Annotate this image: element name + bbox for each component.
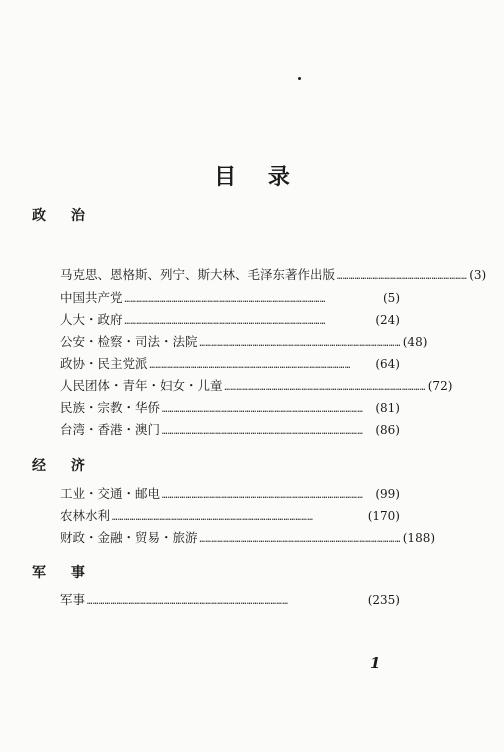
dot-leader: …………………………………………………………………………………………: [87, 597, 289, 607]
toc-entry-page: (72): [427, 379, 453, 393]
dot-leader: …………………………………………………………………………………………: [162, 427, 364, 437]
toc-entry[interactable]: [60, 398, 400, 416]
ink-speck: [298, 77, 301, 80]
toc-entry[interactable]: [60, 332, 428, 350]
toc-entry[interactable]: [60, 288, 400, 306]
toc-entry[interactable]: [60, 310, 400, 328]
toc-entry-label: 中国共产党: [60, 290, 123, 305]
toc-entry[interactable]: [60, 528, 436, 546]
section-heading-politics: 政 治: [32, 208, 95, 224]
toc-entry-page: (81): [375, 401, 400, 415]
section-heading-economy: 经 济: [32, 458, 95, 474]
toc-entry-label: 人民团体・青年・妇女・儿童: [60, 378, 223, 393]
dot-leader: …………………………………………………………………………………………: [162, 491, 364, 501]
dot-leader: …………………………………………………………………………………………: [199, 535, 401, 545]
toc-entry[interactable]: [60, 265, 487, 283]
toc-entry-page: (64): [375, 357, 400, 371]
page-number: 1: [370, 654, 381, 672]
page-title: 目 录: [214, 164, 302, 190]
toc-entry-page: (48): [402, 335, 428, 349]
toc-entry-page: (3): [469, 268, 487, 282]
section-heading-military: 军 事: [32, 565, 95, 581]
toc-entry-label: 军事: [60, 592, 86, 607]
toc-entry[interactable]: [60, 354, 400, 372]
toc-entry[interactable]: [60, 484, 400, 502]
toc-entry-page: (99): [375, 487, 400, 501]
dot-leader: …………………………………………………………………………………………: [124, 295, 326, 305]
toc-entry[interactable]: [60, 376, 453, 394]
toc-entry[interactable]: [60, 420, 400, 438]
dot-leader: …………………………………………………………………………………………: [124, 317, 326, 327]
dot-leader: …………………………………………………………………………………………: [162, 405, 364, 415]
dot-leader: …………………………………………………………: [337, 272, 468, 282]
toc-entry-label: 公安・检察・司法・法院: [60, 334, 198, 349]
toc-entry-label: 政协・民主党派: [60, 356, 148, 371]
toc-entry-label: 财政・金融・贸易・旅游: [60, 530, 198, 545]
toc-entry-label: 工业・交通・邮电: [60, 486, 161, 501]
toc-entry[interactable]: [60, 590, 400, 608]
toc-entry-label: 马克思、恩格斯、列宁、斯大林、毛泽东著作出版: [60, 267, 336, 282]
dot-leader: …………………………………………………………………………………………: [112, 513, 314, 523]
dot-leader: …………………………………………………………………………………………: [224, 383, 426, 393]
dot-leader: …………………………………………………………………………………………: [199, 339, 401, 349]
toc-entry-label: 人大・政府: [60, 312, 123, 327]
toc-entry-page: (235): [367, 593, 400, 607]
toc-entry-label: 台湾・香港・澳门: [60, 422, 161, 437]
toc-entry-page: (5): [383, 291, 400, 305]
toc-entry-page: (188): [402, 531, 436, 545]
toc-entry[interactable]: [60, 506, 400, 524]
toc-entry-label: 民族・宗教・华侨: [60, 400, 161, 415]
toc-entry-label: 农林水利: [60, 508, 111, 523]
dot-leader: …………………………………………………………………………………………: [149, 361, 351, 371]
toc-entry-page: (170): [367, 509, 400, 523]
toc-entry-page: (24): [375, 313, 400, 327]
toc-entry-page: (86): [375, 423, 400, 437]
